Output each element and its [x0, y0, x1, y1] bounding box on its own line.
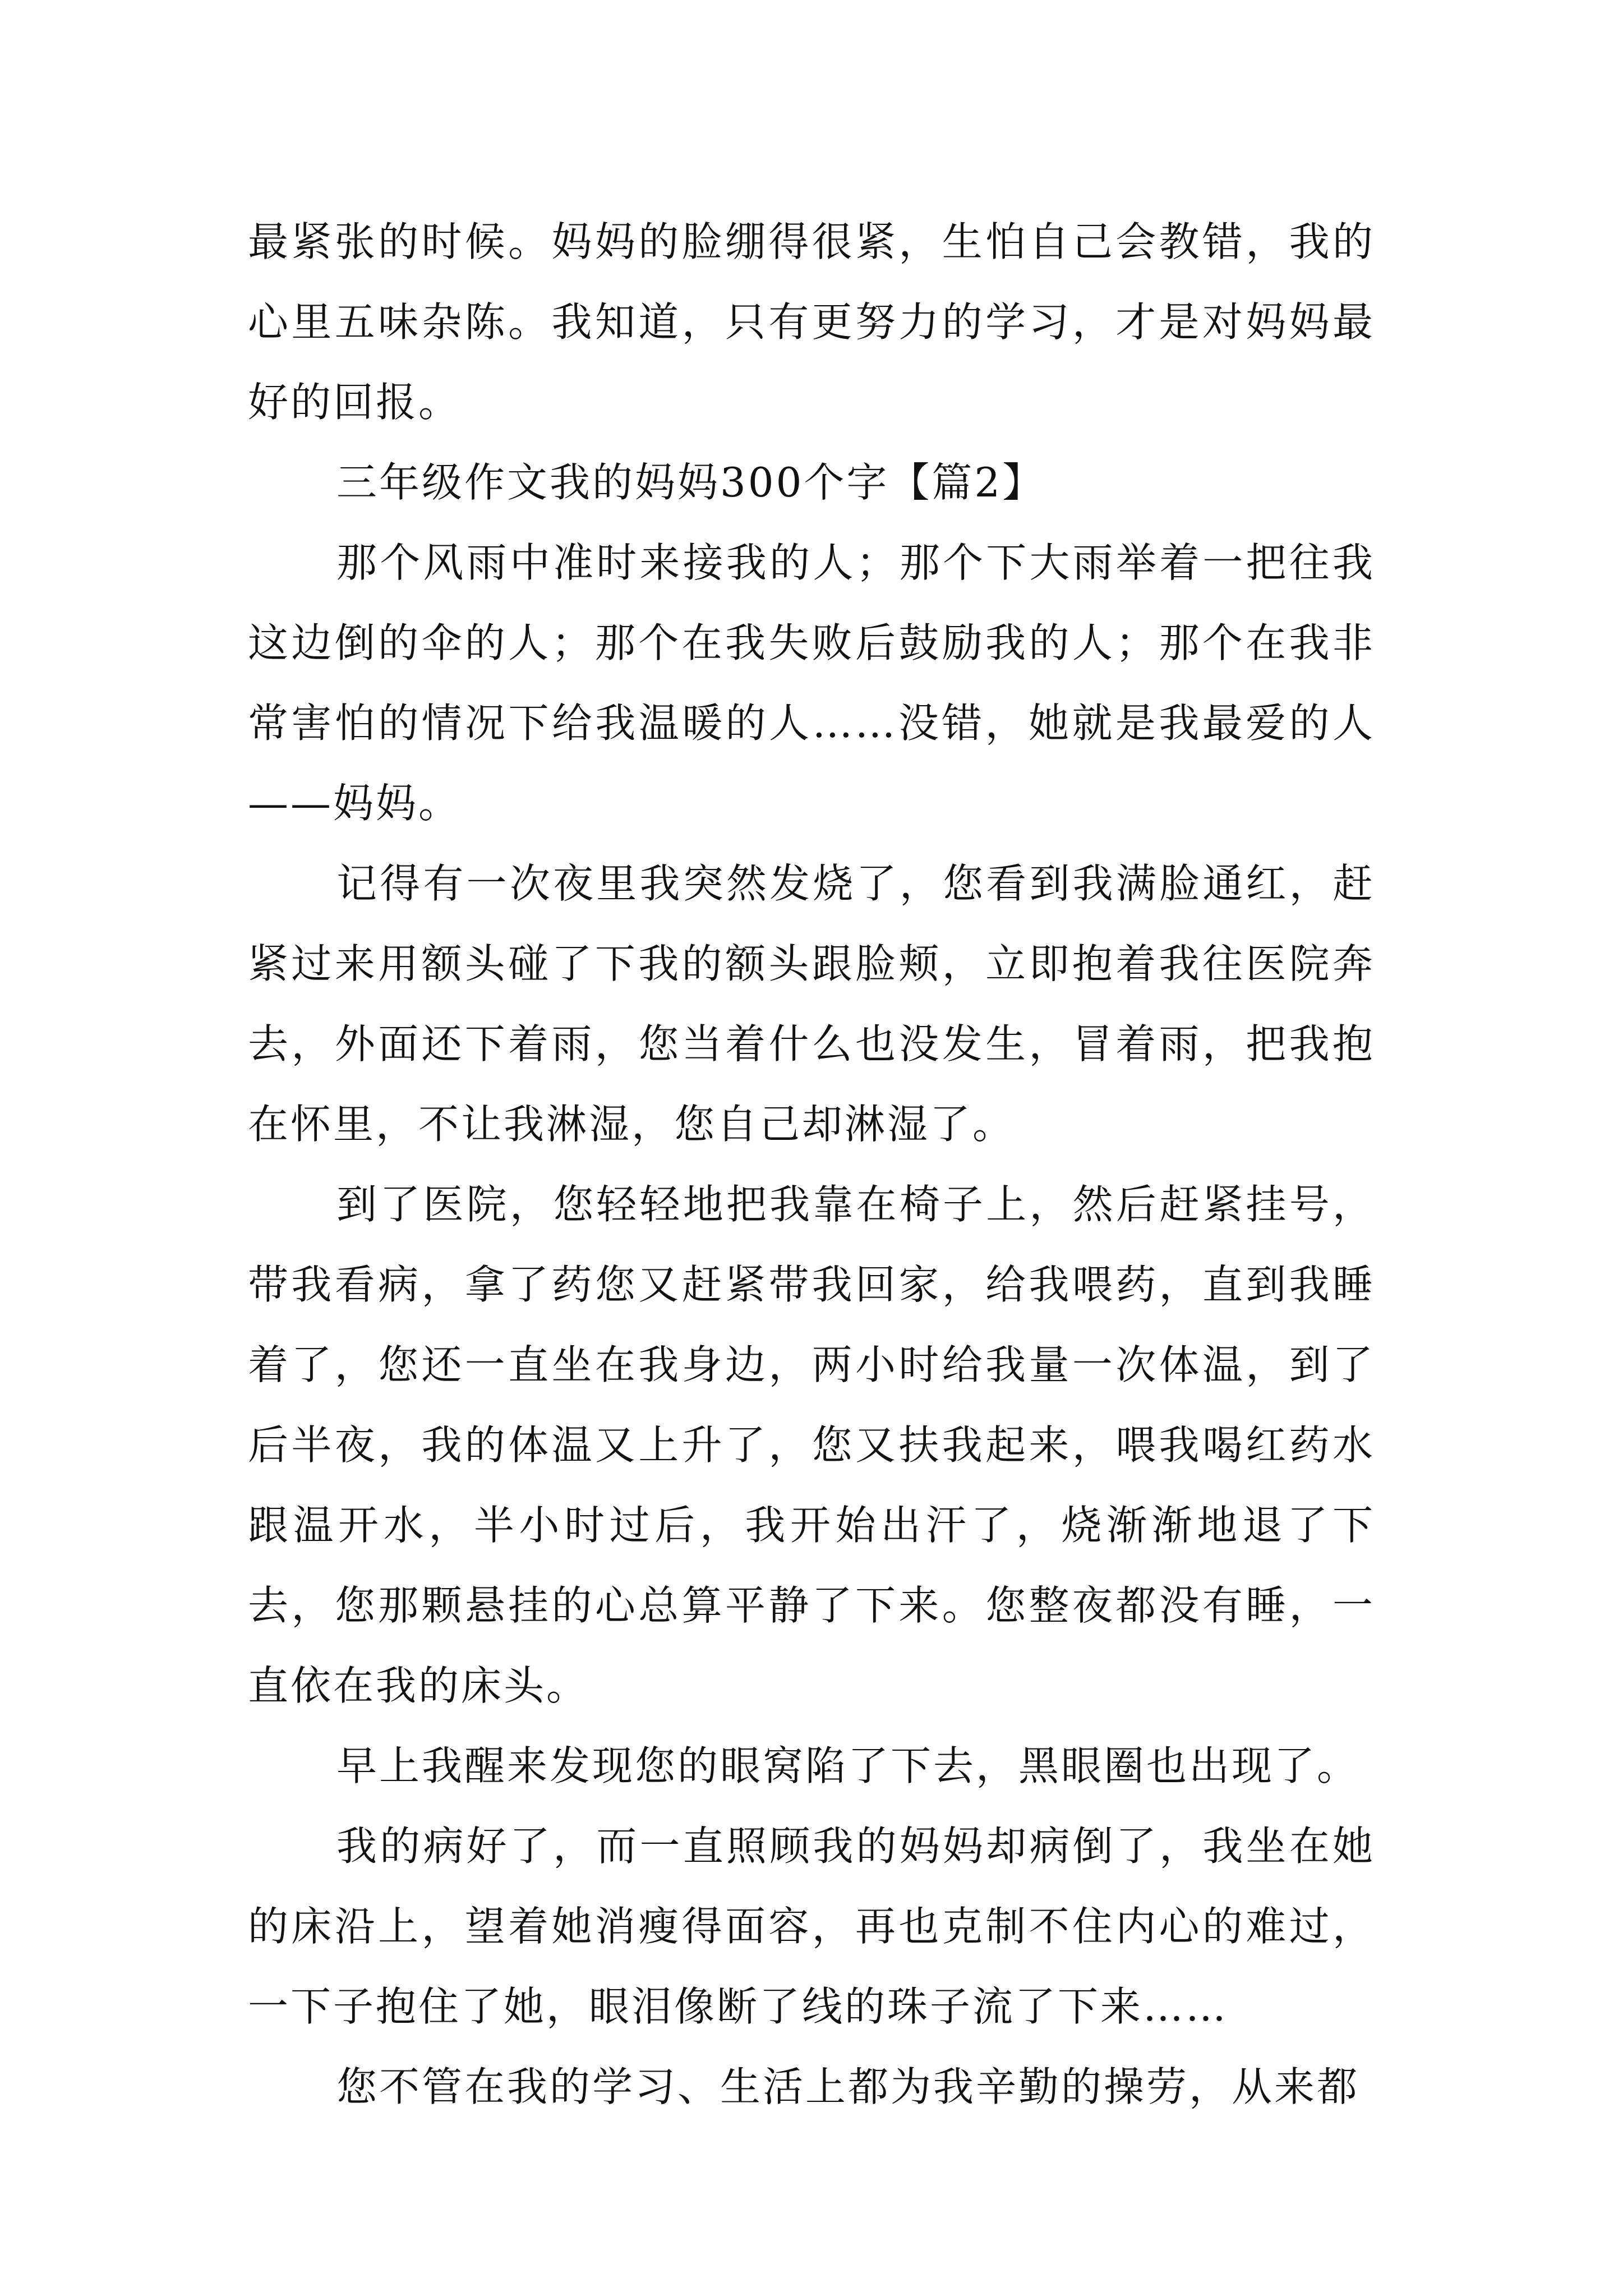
- paragraph: 记得有一次夜里我突然发烧了，您看到我满脸通红，赶紧过来用额头碰了下我的额头跟脸颊，立即抱着我往医院奔去，外面还下着雨，您当着什么也没发生，冒着雨，把我抱在怀里，不让我淋湿，您自己却淋湿了。: [248, 860, 1375, 1148]
- paragraph: 您不管在我的学习、生活上都为我辛勤的操劳，从来都: [336, 2063, 1360, 2110]
- document-body: [248, 202, 1375, 2127]
- paragraph-continuation: 最紧张的时候。妈妈的脸绷得很紧，生怕自己会教错，我的心里五味杂陈。我知道，只有更努力的学习，才是对妈妈最好的回报。: [248, 218, 1375, 426]
- paragraph: 那个风雨中准时来接我的人；那个下大雨举着一把往我这边倒的伞的人；那个在我失败后鼓励我的人；那个在我非常害怕的情况下给我温暖的人……没错，她就是我最爱的人——妈妈。: [248, 539, 1375, 827]
- paragraph: 到了医院，您轻轻地把我靠在椅子上，然后赶紧挂号，带我看病，拿了药您又赶紧带我回家，给我喂药，直到我睡着了，您还一直坐在我身边，两小时给我量一次体温，到了后半夜，我的体温又上升了，您又扶我起来，喂我喝红药水跟温开水，半小时过后，我开始出汗了，烧渐渐地退了下去，您那颗悬挂的心总算平静了下来。您整夜都没有睡，一直依在我的床头。: [248, 1181, 1375, 1709]
- paragraph: 我的病好了，而一直照顾我的妈妈却病倒了，我坐在她的床沿上，望着她消瘦得面容，再也克制不住内心的难过，一下子抱住了她，眼泪像断了线的珠子流了下来……: [248, 1823, 1375, 2030]
- section-heading: 三年级作文我的妈妈300个字【篇2】: [336, 459, 1045, 506]
- paragraph: 早上我醒来发现您的眼窝陷了下去，黑眼圈也出现了。: [336, 1742, 1360, 1789]
